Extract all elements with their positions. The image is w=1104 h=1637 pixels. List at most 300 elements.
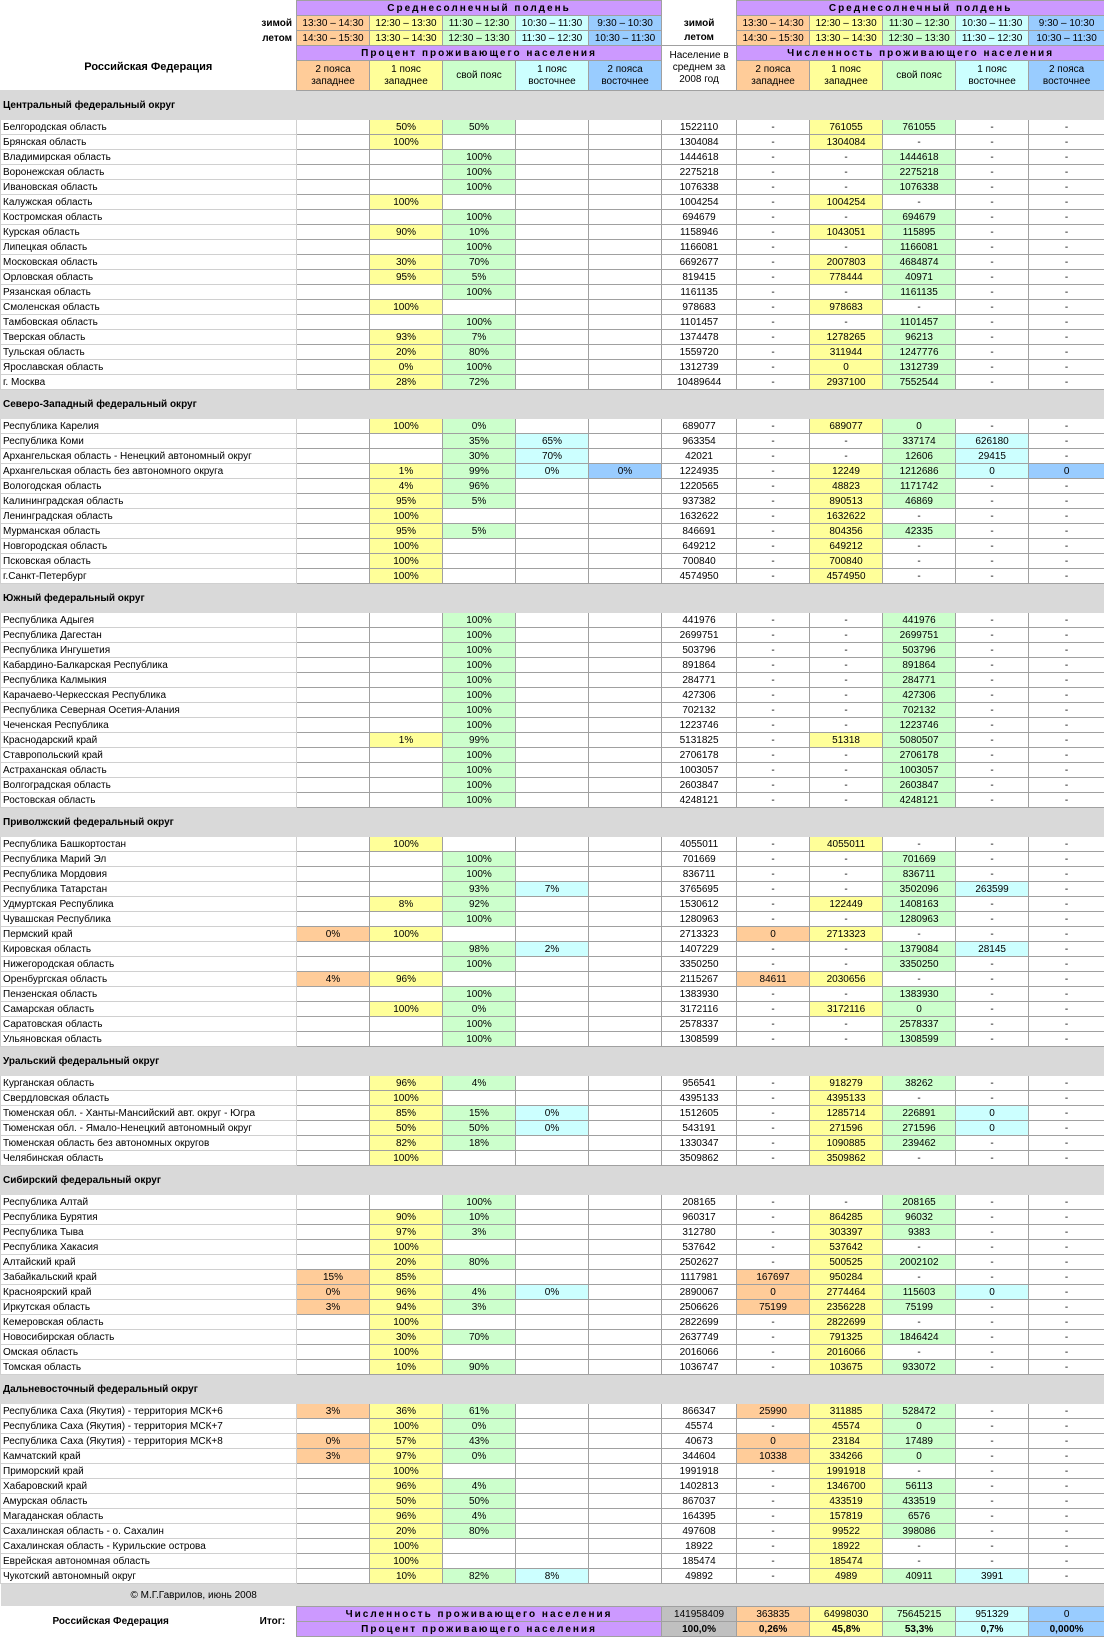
percent-cell: 100% bbox=[370, 1464, 443, 1479]
population-cell: 819415 bbox=[662, 270, 737, 285]
count-cell: - bbox=[956, 1479, 1029, 1494]
region-name: Ульяновская область bbox=[1, 1032, 297, 1047]
population-cell: 3509862 bbox=[662, 1151, 737, 1166]
percent-cell: 0% bbox=[516, 1285, 589, 1300]
percent-cell bbox=[516, 1360, 589, 1375]
count-cell: 311885 bbox=[810, 1404, 883, 1419]
percent-cell: 30% bbox=[370, 255, 443, 270]
percent-cell: 70% bbox=[443, 1330, 516, 1345]
population-cell: 1161135 bbox=[662, 285, 737, 300]
count-cell: 626180 bbox=[956, 434, 1029, 449]
table-row bbox=[1, 1091, 1104, 1106]
region-name: Иркутская область bbox=[1, 1300, 297, 1315]
population-cell: 1383930 bbox=[662, 987, 737, 1002]
table-row bbox=[1, 120, 1104, 135]
count-cell: - bbox=[737, 793, 810, 808]
percent-cell bbox=[589, 1539, 662, 1554]
percent-cell bbox=[516, 897, 589, 912]
region-name: Астраханская область bbox=[1, 763, 297, 778]
percent-cell bbox=[589, 658, 662, 673]
count-cell: 1004254 bbox=[810, 195, 883, 210]
percent-cell bbox=[516, 1330, 589, 1345]
footer-percent-title: Процент проживающего населения bbox=[297, 1622, 662, 1637]
count-cell: - bbox=[956, 778, 1029, 793]
count-cell: 48823 bbox=[810, 479, 883, 494]
table-row bbox=[1, 1255, 1104, 1270]
percent-cell bbox=[297, 569, 370, 584]
percent-cell: 18% bbox=[443, 1136, 516, 1151]
percent-cell bbox=[589, 225, 662, 240]
winter-time-right: 12:30 – 13:30 bbox=[810, 16, 883, 31]
count-cell: - bbox=[1029, 539, 1104, 554]
count-cell: - bbox=[737, 1017, 810, 1032]
percent-cell bbox=[297, 688, 370, 703]
region-name: Смоленская область bbox=[1, 300, 297, 315]
table-row bbox=[1, 1449, 1104, 1464]
percent-cell: 100% bbox=[443, 315, 516, 330]
population-cell: 18922 bbox=[662, 1539, 737, 1554]
percent-cell: 82% bbox=[443, 1569, 516, 1584]
table-header bbox=[1, 1, 1104, 91]
col-header: 1 пояс восточнее bbox=[516, 61, 589, 91]
population-cell: 2115267 bbox=[662, 972, 737, 987]
population-cell: 1407229 bbox=[662, 942, 737, 957]
population-cell: 3765695 bbox=[662, 882, 737, 897]
population-cell: 40673 bbox=[662, 1434, 737, 1449]
percent-cell bbox=[297, 1494, 370, 1509]
count-cell: - bbox=[737, 464, 810, 479]
count-cell: 503796 bbox=[883, 643, 956, 658]
count-cell: - bbox=[1029, 120, 1104, 135]
percent-cell: 35% bbox=[443, 434, 516, 449]
percent-cell: 57% bbox=[370, 1434, 443, 1449]
percent-cell bbox=[443, 569, 516, 584]
count-cell: 12249 bbox=[810, 464, 883, 479]
percent-cell bbox=[589, 1270, 662, 1285]
percent-cell bbox=[297, 1195, 370, 1210]
count-cell: 1171742 bbox=[883, 479, 956, 494]
count-cell: 1285714 bbox=[810, 1106, 883, 1121]
table-row bbox=[1, 867, 1104, 882]
percent-cell bbox=[516, 957, 589, 972]
population-cell: 1530612 bbox=[662, 897, 737, 912]
table-row bbox=[1, 1315, 1104, 1330]
count-cell: - bbox=[956, 375, 1029, 390]
percent-cell: 8% bbox=[516, 1569, 589, 1584]
percent-cell: 4% bbox=[443, 1076, 516, 1091]
percent-cell bbox=[443, 1464, 516, 1479]
region-name: Еврейская автономная область bbox=[1, 1554, 297, 1569]
percent-cell: 100% bbox=[443, 165, 516, 180]
table-row bbox=[1, 1136, 1104, 1151]
percent-cell: 100% bbox=[443, 643, 516, 658]
count-cell: - bbox=[737, 569, 810, 584]
percent-cell bbox=[370, 1032, 443, 1047]
percent-cell bbox=[297, 479, 370, 494]
percent-cell bbox=[516, 1002, 589, 1017]
percent-cell bbox=[516, 673, 589, 688]
count-cell: - bbox=[956, 658, 1029, 673]
count-cell: 1161135 bbox=[883, 285, 956, 300]
population-cell: 2603847 bbox=[662, 778, 737, 793]
table-row bbox=[1, 763, 1104, 778]
percent-cell bbox=[516, 150, 589, 165]
percent-cell bbox=[297, 837, 370, 852]
percent-cell: 100% bbox=[370, 509, 443, 524]
percent-cell bbox=[297, 375, 370, 390]
total-value: 64998030 bbox=[810, 1607, 883, 1622]
count-cell: - bbox=[956, 957, 1029, 972]
region-name: Нижегородская область bbox=[1, 957, 297, 972]
count-cell: - bbox=[956, 1345, 1029, 1360]
percent-cell bbox=[516, 1270, 589, 1285]
count-cell: 239462 bbox=[883, 1136, 956, 1151]
count-cell: - bbox=[956, 1434, 1029, 1449]
section-title: Уральский федеральный округ bbox=[1, 1047, 1104, 1076]
percent-cell bbox=[589, 255, 662, 270]
footer-count-title: Численность проживающего населения bbox=[297, 1607, 662, 1622]
count-cell: 1003057 bbox=[883, 763, 956, 778]
percent-cell bbox=[443, 1270, 516, 1285]
region-name: Архангельская область - Ненецкий автономный округ bbox=[1, 449, 297, 464]
percent-cell: 3% bbox=[443, 1300, 516, 1315]
count-cell: - bbox=[1029, 1255, 1104, 1270]
percent-cell bbox=[589, 673, 662, 688]
count-cell: - bbox=[956, 569, 1029, 584]
winter-label-right: зимой bbox=[662, 16, 737, 31]
count-cell: - bbox=[883, 300, 956, 315]
count-cell: - bbox=[737, 375, 810, 390]
count-cell: - bbox=[1029, 1345, 1104, 1360]
percent-cell bbox=[589, 1569, 662, 1584]
percent-cell bbox=[516, 1017, 589, 1032]
section-header bbox=[1, 584, 1104, 613]
percent-cell bbox=[516, 688, 589, 703]
count-cell: - bbox=[956, 345, 1029, 360]
percent-cell bbox=[370, 688, 443, 703]
count-cell: - bbox=[737, 300, 810, 315]
percent-cell bbox=[516, 210, 589, 225]
percent-cell bbox=[297, 150, 370, 165]
total-value: 951329 bbox=[956, 1607, 1029, 1622]
count-cell: 398086 bbox=[883, 1524, 956, 1539]
percent-cell: 4% bbox=[370, 479, 443, 494]
table-row bbox=[1, 1270, 1104, 1285]
percent-cell: 5% bbox=[443, 270, 516, 285]
count-cell: 208165 bbox=[883, 1195, 956, 1210]
percent-cell bbox=[589, 434, 662, 449]
percent-cell bbox=[516, 613, 589, 628]
percent-cell bbox=[516, 345, 589, 360]
table-row bbox=[1, 255, 1104, 270]
count-cell: - bbox=[737, 1494, 810, 1509]
count-cell: - bbox=[1029, 703, 1104, 718]
count-cell: - bbox=[956, 673, 1029, 688]
region-name: Саратовская область bbox=[1, 1017, 297, 1032]
count-cell: 12606 bbox=[883, 449, 956, 464]
percent-cell: 100% bbox=[370, 569, 443, 584]
percent-cell: 100% bbox=[370, 1419, 443, 1434]
region-name: Томская область bbox=[1, 1360, 297, 1375]
percent-cell bbox=[516, 300, 589, 315]
count-cell: 761055 bbox=[883, 120, 956, 135]
count-cell: - bbox=[956, 135, 1029, 150]
country-title: Российская Федерация bbox=[1, 46, 297, 91]
percent-cell bbox=[297, 464, 370, 479]
percent-cell bbox=[516, 1509, 589, 1524]
percent-cell: 30% bbox=[370, 1330, 443, 1345]
count-cell: - bbox=[956, 240, 1029, 255]
count-cell: - bbox=[1029, 1195, 1104, 1210]
count-cell: - bbox=[1029, 867, 1104, 882]
count-cell: 96032 bbox=[883, 1210, 956, 1225]
population-cell: 866347 bbox=[662, 1404, 737, 1419]
count-cell: - bbox=[1029, 419, 1104, 434]
percent-cell bbox=[589, 1225, 662, 1240]
count-cell: - bbox=[883, 135, 956, 150]
count-cell: - bbox=[956, 972, 1029, 987]
count-cell: 96213 bbox=[883, 330, 956, 345]
population-cell: 2699751 bbox=[662, 628, 737, 643]
count-cell: - bbox=[1029, 1479, 1104, 1494]
count-cell: - bbox=[737, 897, 810, 912]
percent-cell bbox=[516, 778, 589, 793]
percent-cell: 90% bbox=[370, 225, 443, 240]
count-cell: - bbox=[737, 1315, 810, 1330]
percent-cell bbox=[297, 225, 370, 240]
region-name: Пермский край bbox=[1, 927, 297, 942]
summer-time-right: 11:30 – 12:30 bbox=[956, 31, 1029, 46]
percent-cell bbox=[297, 1121, 370, 1136]
table-row bbox=[1, 360, 1104, 375]
region-name: Новосибирская область bbox=[1, 1330, 297, 1345]
population-cell: 543191 bbox=[662, 1121, 737, 1136]
region-name: Удмуртская Республика bbox=[1, 897, 297, 912]
percent-cell bbox=[516, 285, 589, 300]
count-cell: - bbox=[737, 763, 810, 778]
table-row bbox=[1, 688, 1104, 703]
percent-cell: 0% bbox=[370, 360, 443, 375]
count-cell: - bbox=[883, 1554, 956, 1569]
percent-cell bbox=[516, 1151, 589, 1166]
percent-cell: 100% bbox=[443, 778, 516, 793]
count-cell: - bbox=[737, 554, 810, 569]
population-cell: 701669 bbox=[662, 852, 737, 867]
region-name: Забайкальский край bbox=[1, 1270, 297, 1285]
count-cell: - bbox=[956, 1002, 1029, 1017]
total-percent: 0,7% bbox=[956, 1622, 1029, 1637]
section-title: Дальневосточный федеральный округ bbox=[1, 1375, 1104, 1404]
count-cell: - bbox=[737, 1554, 810, 1569]
percent-cell: 100% bbox=[370, 1151, 443, 1166]
percent-cell: 0% bbox=[516, 1121, 589, 1136]
percent-cell bbox=[516, 1404, 589, 1419]
count-cell: - bbox=[810, 673, 883, 688]
count-cell: - bbox=[737, 419, 810, 434]
count-cell: - bbox=[956, 643, 1029, 658]
count-cell: - bbox=[956, 1449, 1029, 1464]
percent-cell bbox=[516, 1464, 589, 1479]
table-row bbox=[1, 613, 1104, 628]
count-cell: - bbox=[883, 1315, 956, 1330]
summer-label-right: летом bbox=[662, 31, 737, 46]
table-row bbox=[1, 1076, 1104, 1091]
count-cell: - bbox=[810, 210, 883, 225]
count-cell: - bbox=[810, 628, 883, 643]
percent-cell bbox=[297, 987, 370, 1002]
percent-cell: 7% bbox=[516, 882, 589, 897]
count-cell: 701669 bbox=[883, 852, 956, 867]
population-cell: 1003057 bbox=[662, 763, 737, 778]
count-cell: 271596 bbox=[883, 1121, 956, 1136]
region-name: Псковская область bbox=[1, 554, 297, 569]
region-name: Липецкая область bbox=[1, 240, 297, 255]
percent-cell bbox=[589, 180, 662, 195]
percent-cell: 96% bbox=[370, 1479, 443, 1494]
count-cell: - bbox=[737, 285, 810, 300]
population-cell: 700840 bbox=[662, 554, 737, 569]
population-cell: 49892 bbox=[662, 1569, 737, 1584]
region-name: Новгородская область bbox=[1, 539, 297, 554]
region-name: Республика Марий Эл bbox=[1, 852, 297, 867]
population-cell: 1223746 bbox=[662, 718, 737, 733]
count-cell: - bbox=[737, 1121, 810, 1136]
count-cell: - bbox=[956, 1151, 1029, 1166]
percent-cell: 93% bbox=[443, 882, 516, 897]
count-cell: 2937100 bbox=[810, 375, 883, 390]
percent-cell bbox=[589, 539, 662, 554]
winter-time-left: 10:30 – 11:30 bbox=[516, 16, 589, 31]
percent-cell bbox=[589, 703, 662, 718]
count-cell: - bbox=[1029, 1240, 1104, 1255]
count-cell: 75199 bbox=[883, 1300, 956, 1315]
percent-cell bbox=[516, 419, 589, 434]
count-cell: - bbox=[956, 1032, 1029, 1047]
count-cell: - bbox=[956, 987, 1029, 1002]
percent-cell: 90% bbox=[443, 1360, 516, 1375]
percent-cell bbox=[297, 763, 370, 778]
count-cell: 5080507 bbox=[883, 733, 956, 748]
count-cell: - bbox=[737, 1195, 810, 1210]
population-cell: 960317 bbox=[662, 1210, 737, 1225]
count-cell: - bbox=[737, 1106, 810, 1121]
count-cell: - bbox=[737, 1464, 810, 1479]
percent-cell bbox=[297, 912, 370, 927]
population-cell: 4395133 bbox=[662, 1091, 737, 1106]
percent-cell: 7% bbox=[443, 330, 516, 345]
count-cell: 4574950 bbox=[810, 569, 883, 584]
percent-cell bbox=[297, 733, 370, 748]
percent-cell bbox=[297, 658, 370, 673]
table-row bbox=[1, 569, 1104, 584]
population-cell: 1220565 bbox=[662, 479, 737, 494]
count-cell: - bbox=[737, 270, 810, 285]
count-cell: - bbox=[810, 180, 883, 195]
table-footer bbox=[1, 1584, 1104, 1637]
percent-cell bbox=[589, 1210, 662, 1225]
count-cell: - bbox=[956, 479, 1029, 494]
population-cell: 503796 bbox=[662, 643, 737, 658]
count-cell: - bbox=[737, 165, 810, 180]
percent-cell bbox=[516, 1300, 589, 1315]
region-name: Тюменская обл. - Ханты-Мансийский авт. округ - Югра bbox=[1, 1106, 297, 1121]
footer-country-label: Российская Федерация bbox=[53, 1616, 169, 1627]
count-cell: - bbox=[1029, 300, 1104, 315]
table-row bbox=[1, 673, 1104, 688]
percent-cell bbox=[589, 957, 662, 972]
percent-cell bbox=[443, 1240, 516, 1255]
count-cell: - bbox=[737, 1091, 810, 1106]
count-cell: 778444 bbox=[810, 270, 883, 285]
percent-cell bbox=[297, 628, 370, 643]
percent-cell bbox=[589, 688, 662, 703]
percent-cell bbox=[297, 643, 370, 658]
population-cell: 1512605 bbox=[662, 1106, 737, 1121]
count-cell: - bbox=[737, 837, 810, 852]
count-cell: - bbox=[956, 330, 1029, 345]
percent-cell bbox=[297, 240, 370, 255]
percent-cell bbox=[297, 449, 370, 464]
percent-cell bbox=[589, 360, 662, 375]
count-cell: - bbox=[1029, 1539, 1104, 1554]
count-cell: - bbox=[1029, 1136, 1104, 1151]
section-title: Северо-Западный федеральный округ bbox=[1, 390, 1104, 419]
percent-cell: 20% bbox=[370, 1524, 443, 1539]
table-row bbox=[1, 1017, 1104, 1032]
count-cell: - bbox=[1029, 882, 1104, 897]
count-cell: - bbox=[1029, 733, 1104, 748]
count-cell: - bbox=[1029, 210, 1104, 225]
table-row bbox=[1, 375, 1104, 390]
population-cell: 1076338 bbox=[662, 180, 737, 195]
region-name: Костромская область bbox=[1, 210, 297, 225]
percent-cell: 10% bbox=[443, 1210, 516, 1225]
percent-cell bbox=[516, 837, 589, 852]
count-cell: 40911 bbox=[883, 1569, 956, 1584]
count-cell: - bbox=[883, 1539, 956, 1554]
table-row bbox=[1, 1419, 1104, 1434]
count-cell: - bbox=[737, 628, 810, 643]
table-row bbox=[1, 1240, 1104, 1255]
percent-cell bbox=[516, 1225, 589, 1240]
region-name: Сахалинская область - Курильские острова bbox=[1, 1539, 297, 1554]
count-cell: 40971 bbox=[883, 270, 956, 285]
count-cell: 441976 bbox=[883, 613, 956, 628]
count-cell: - bbox=[810, 957, 883, 972]
percent-cell bbox=[589, 718, 662, 733]
table-row bbox=[1, 135, 1104, 150]
percent-cell bbox=[443, 972, 516, 987]
percent-cell bbox=[516, 763, 589, 778]
percent-cell: 0% bbox=[443, 419, 516, 434]
count-cell: - bbox=[956, 837, 1029, 852]
percent-cell bbox=[589, 912, 662, 927]
table-row bbox=[1, 434, 1104, 449]
percent-cell bbox=[297, 1360, 370, 1375]
count-cell: 271596 bbox=[810, 1121, 883, 1136]
count-cell: - bbox=[1029, 494, 1104, 509]
percent-cell bbox=[516, 658, 589, 673]
table-row bbox=[1, 240, 1104, 255]
count-cell: - bbox=[1029, 763, 1104, 778]
percent-cell bbox=[297, 509, 370, 524]
count-cell: - bbox=[1029, 942, 1104, 957]
count-cell: 890513 bbox=[810, 494, 883, 509]
col-header: свой пояс bbox=[443, 61, 516, 91]
count-cell: 3502096 bbox=[883, 882, 956, 897]
region-name: Пензенская область bbox=[1, 987, 297, 1002]
percent-cell bbox=[516, 1494, 589, 1509]
